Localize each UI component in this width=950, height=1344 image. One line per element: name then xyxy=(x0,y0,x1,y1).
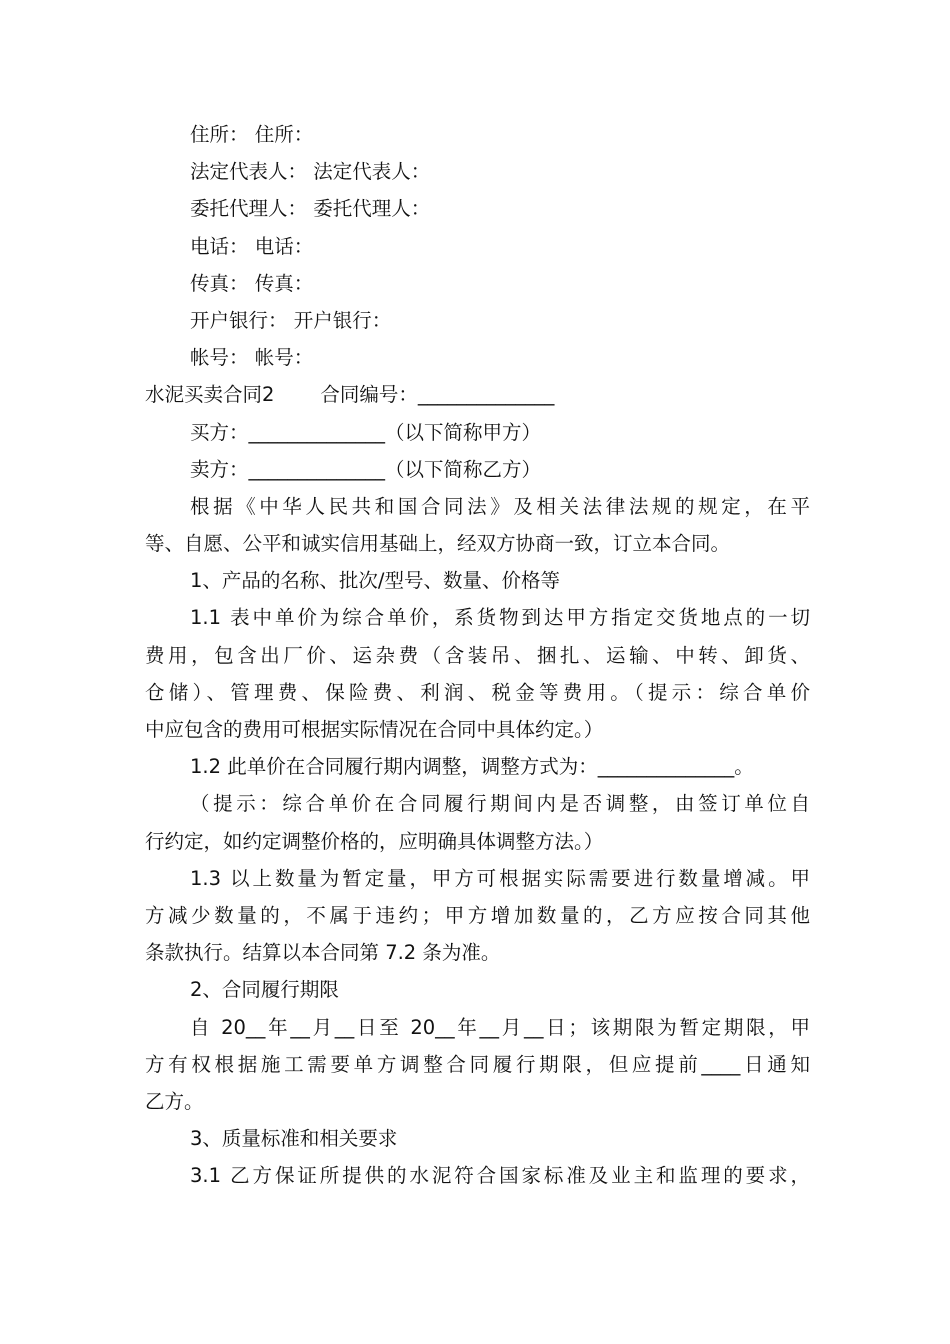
clause-3-1-line-1: 3.1 乙方保证所提供的水泥符合国家标准及业主和监理的要求， xyxy=(190,1164,810,1188)
party-account-line: 帐号： 帐号： xyxy=(190,346,314,370)
document-body xyxy=(145,116,810,1194)
clause-1-3-line-3: 条款执行。结算以本合同第 7.2 条为准。 xyxy=(145,941,501,965)
preamble-line-1: 根据《中华人民共和国合同法》及相关法律法规的规定，在平 xyxy=(190,494,810,518)
clause-1-3-line-2: 方减少数量的，不属于违约；甲方增加数量的，乙方应按合同其他 xyxy=(145,903,810,927)
clause-1-3-line-1: 1.3 以上数量为暂定量，甲方可根据实际需要进行数量增减。甲 xyxy=(190,866,810,890)
party-legal-rep-line: 法定代表人： 法定代表人： xyxy=(190,160,431,184)
contract-title: 水泥买卖合同2 xyxy=(145,383,275,407)
section-2-heading: 2、合同履行期限 xyxy=(190,978,339,1002)
clause-1-2-line-2: （提示：综合单价在合同履行期间内是否调整，由签订单位自 xyxy=(190,792,810,816)
clause-1-1-line-4: 中应包含的费用可根据实际情况在合同中具体约定。） xyxy=(145,718,604,741)
section-1-heading: 1、产品的名称、批次/型号、数量、价格等 xyxy=(190,569,560,593)
party-agent-line: 委托代理人： 委托代理人： xyxy=(190,197,431,221)
seller-line: 卖方：______________（以下简称乙方） xyxy=(190,457,542,481)
party-bank-line: 开户银行： 开户银行： xyxy=(190,308,392,332)
buyer-line: 买方：______________（以下简称甲方） xyxy=(190,420,542,444)
clause-1-1-line-1: 1.1 表中单价为综合单价，系货物到达甲方指定交货地点的一切 xyxy=(190,606,810,630)
party-phone-line: 电话： 电话： xyxy=(190,234,314,258)
contract-number: 合同编号：______________ xyxy=(320,383,555,407)
clause-1-1-line-3: 仓储）、管理费、保险费、利润、税金等费用。（提示：综合单价 xyxy=(145,680,810,704)
clause-1-2-line-1: 1.2 此单价在合同履行期内调整，调整方式为：______________。 xyxy=(190,755,754,779)
clause-1-2-line-3: 行约定，如约定调整价格的，应明确具体调整方法。） xyxy=(145,829,604,853)
section-2-line-1: 自 20__年__月__日至 20__年__月__日；该期限为暂定期限，甲 xyxy=(190,1015,810,1039)
section-2-line-2: 方有权根据施工需要单方调整合同履行期限，但应提前____日通知 xyxy=(145,1052,810,1076)
clause-1-1-line-2: 费用，包含出厂价、运杂费（含装吊、捆扎、运输、中转、卸货、 xyxy=(145,643,810,667)
section-2-line-3: 乙方。 xyxy=(145,1089,204,1113)
party-fax-line: 传真： 传真： xyxy=(190,271,314,295)
party-address-line: 住所： 住所： xyxy=(190,123,314,146)
contract-title-line xyxy=(145,376,810,413)
preamble-line-2: 等、自愿、公平和诚实信用基础上，经双方协商一致，订立本合同。 xyxy=(145,532,731,556)
section-3-heading: 3、质量标准和相关要求 xyxy=(190,1127,398,1151)
